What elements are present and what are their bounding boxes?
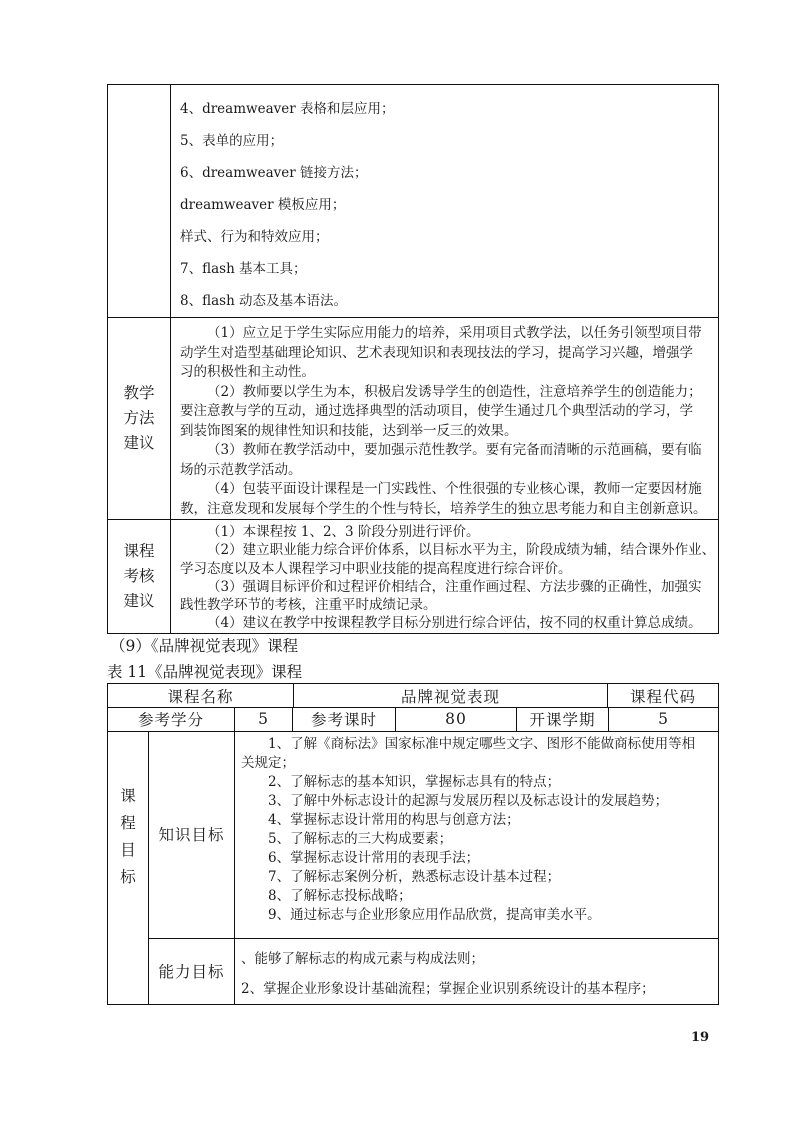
assessment-label-cell bbox=[108, 520, 171, 634]
assessment-label-line: 课程 bbox=[123, 541, 155, 560]
assessment-line: 学习态度以及本人课程学习中职业技能的提高程度进行综合评价。 bbox=[180, 560, 572, 577]
course-code-label: 课程代码 bbox=[608, 684, 719, 708]
teaching-method-label-cell bbox=[108, 318, 171, 520]
semester-value: 5 bbox=[609, 707, 719, 731]
section-heading: （9）《品牌视觉表现》课程 bbox=[110, 637, 299, 655]
content-line: 样式、行为和特效应用； bbox=[180, 229, 329, 245]
ability-line: 2、掌握企业形象设计基础流程；掌握企业识别系统设计的基本程序； bbox=[241, 980, 655, 997]
assessment-label-line: 考核 bbox=[123, 566, 155, 585]
course-name-label: 课程名称 bbox=[108, 684, 294, 708]
content-line: 5、表单的应用； bbox=[180, 133, 284, 149]
knowledge-goals-cell bbox=[235, 731, 719, 938]
teaching-line: 场的示范教学活动。 bbox=[180, 461, 302, 478]
ability-goals-label: 能力目标 bbox=[149, 938, 235, 1004]
page-number: 19 bbox=[691, 1030, 710, 1045]
knowledge-line: 7、了解标志案例分析，熟悉标志设计基本过程； bbox=[268, 869, 561, 885]
teaching-line: 习的积极性和主动性。 bbox=[180, 364, 315, 380]
course-table bbox=[107, 683, 719, 708]
ability-goals-cell bbox=[235, 938, 719, 1004]
assessment-line: （1）本课程按 1、2、3 阶段分别进行评价。 bbox=[207, 524, 480, 540]
teaching-label-line: 方法 bbox=[123, 409, 155, 427]
assessment-line: （3）强调目标评价和过程评价相结合，注重作画过程、方法步骤的正确性，加强实 bbox=[207, 578, 702, 595]
assessment-line: （2）建立职业能力综合评价体系，以目标水平为主，阶段成绩为辅，结合课外作业、 bbox=[207, 542, 716, 559]
teaching-line: 到装饰图案的规律性知识和技能，达到举一反三的效果。 bbox=[180, 422, 518, 439]
content-line: 6、dreamweaver 链接方法； bbox=[180, 165, 368, 181]
course-name-value: 品牌视觉表现 bbox=[294, 684, 608, 708]
goals-label-char: 程 bbox=[120, 814, 136, 833]
knowledge-line: 6、掌握标志设计常用的表现手法； bbox=[268, 850, 480, 866]
knowledge-line: 5、了解标志的三大构成要素； bbox=[268, 831, 453, 847]
teaching-line: （1）应立足于学生实际应用能力的培养，采用项目式教学法，以任务引领型项目带 bbox=[207, 325, 702, 341]
teaching-line: （2）教师要以学生为本，积极启发诱导学生的创造性，注意培养学生的创造能力； bbox=[207, 383, 702, 400]
teaching-method-cell bbox=[171, 318, 719, 520]
top-left-empty-cell bbox=[108, 85, 171, 318]
teaching-line: 要注意教与学的互动，通过选择典型的活动项目，使学生通过几个典型活动的学习，学 bbox=[180, 403, 693, 419]
table-caption: 表 11《品牌视觉表现》课程 bbox=[107, 663, 303, 681]
teaching-line: 动学生对造型基础理论知识、艺术表现知识和表现技法的学习，提高学习兴趣，增强学 bbox=[180, 344, 693, 361]
assessment-cell bbox=[171, 520, 719, 634]
assessment-line: 践性教学环节的考核，注重平时成绩记录。 bbox=[180, 597, 437, 614]
goals-label-char: 课 bbox=[120, 787, 136, 806]
content-line: 8、flash 动态及基本语法。 bbox=[180, 293, 348, 309]
knowledge-line: 8、了解标志投标战略； bbox=[268, 888, 412, 904]
credits-value: 5 bbox=[235, 707, 293, 731]
credits-label: 参考学分 bbox=[108, 707, 235, 731]
content-line: dreamweaver 模板应用； bbox=[180, 197, 346, 213]
assessment-line: （4）建议在教学中按课程教学目标分别进行综合评估，按不同的权重计算总成绩。 bbox=[207, 615, 702, 632]
teaching-line: （3）教师在教学活动中，要加强示范性教学。要有完备而清晰的示范画稿，要有临 bbox=[207, 442, 702, 458]
teaching-line: 教，注意发现和发展每个学生的个性与特长，培养学生的独立思考能力和自主创新意识。 bbox=[180, 500, 707, 517]
teaching-line: （4）包装平面设计课程是一门实践性、个性很强的专业核心课，教师一定要因材施 bbox=[207, 481, 702, 497]
semester-label: 开课学期 bbox=[517, 707, 609, 731]
goals-label-char: 目 bbox=[120, 841, 136, 860]
content-cell bbox=[171, 85, 719, 318]
knowledge-line: 1、了解《商标法》国家标准中规定哪些文字、图形不能做商标使用等相 bbox=[268, 736, 696, 752]
goals-label-char: 标 bbox=[120, 868, 136, 887]
teaching-label-line: 教学 bbox=[123, 384, 155, 402]
knowledge-line: 2、了解标志的基本知识，掌握标志具有的特点； bbox=[268, 774, 561, 790]
knowledge-goals-label: 知识目标 bbox=[149, 731, 235, 938]
course-goals-label-cell bbox=[108, 731, 149, 1004]
hours-label: 参考课时 bbox=[293, 707, 396, 731]
content-line: 7、flash 基本工具； bbox=[180, 261, 307, 277]
knowledge-line: 3、了解中外标志设计的起源与发展历程以及标志设计的发展趋势； bbox=[268, 793, 669, 809]
content-line: 4、dreamweaver 表格和层应用； bbox=[180, 101, 395, 117]
hours-value: 80 bbox=[396, 707, 517, 731]
course-table-row-2 bbox=[107, 707, 719, 732]
top-table bbox=[107, 84, 719, 634]
assessment-label-line: 建议 bbox=[123, 591, 155, 610]
knowledge-line: 9、通过标志与企业形象应用作品欣赏，提高审美水平。 bbox=[268, 907, 601, 923]
teaching-label-line: 建议 bbox=[123, 434, 155, 452]
course-goals-table bbox=[107, 731, 719, 1005]
knowledge-line: 4、掌握标志设计常用的构思与创意方法； bbox=[268, 812, 520, 828]
ability-line: 、能够了解标志的构成元素与构成法则； bbox=[241, 950, 484, 967]
knowledge-line: 关规定； bbox=[241, 755, 295, 771]
